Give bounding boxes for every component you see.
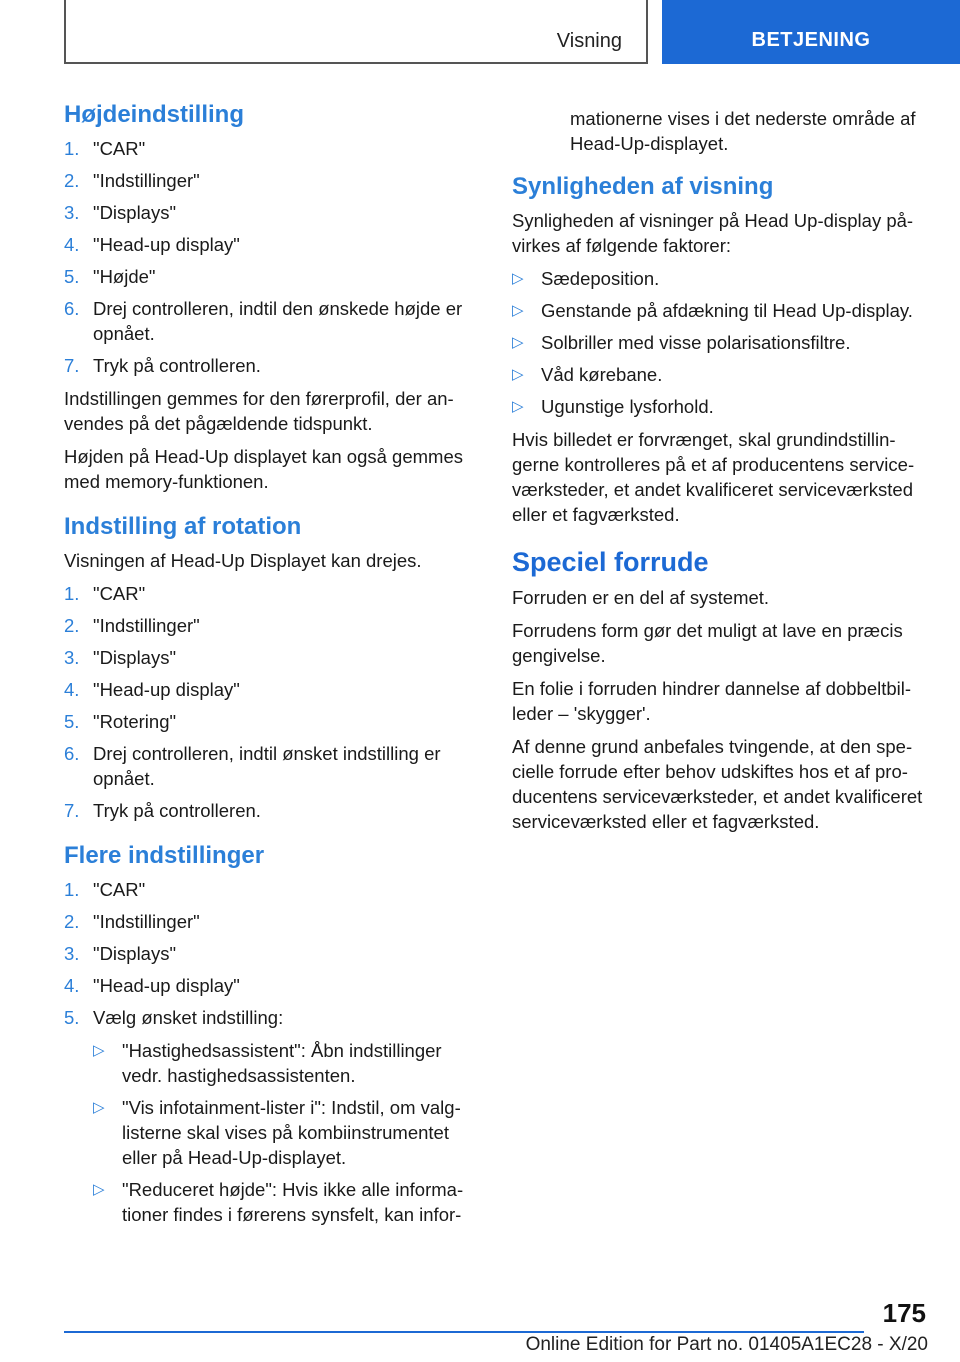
step-number: 6. bbox=[64, 743, 80, 764]
bullet-text: Solbriller med visse polarisationsfiltre. bbox=[541, 332, 851, 353]
continued-bullet bbox=[512, 106, 928, 156]
step-item bbox=[64, 581, 476, 606]
continued-text: mationerne vises i det nederste område af Head-Up-displayet. bbox=[570, 108, 916, 154]
step-number: 7. bbox=[64, 800, 80, 821]
bullet-text: "Hastighedsassistent": Åbn indstillinger vedr. hastighedsassistenten. bbox=[122, 1040, 442, 1086]
footer-rule bbox=[64, 1331, 864, 1333]
step-number: 1. bbox=[64, 879, 80, 900]
step-text: "Indstillinger" bbox=[93, 615, 200, 636]
step-number: 2. bbox=[64, 170, 80, 191]
step-item bbox=[64, 200, 476, 225]
step-item bbox=[64, 168, 476, 193]
bullet-text: Våd kørebane. bbox=[541, 364, 663, 385]
header-box bbox=[64, 0, 648, 64]
step-item bbox=[64, 232, 476, 257]
step-item bbox=[64, 909, 476, 934]
section-title: Visning bbox=[556, 30, 622, 52]
paragraph: Forruden er en del af systemet. bbox=[512, 587, 770, 608]
steps-flere bbox=[64, 877, 476, 1030]
step-number: 5. bbox=[64, 266, 80, 287]
paragraph: Indstillingen gemmes for den førerprofil, der anvendes på det pågældende tidspunkt. bbox=[64, 388, 454, 434]
paragraph: Hvis billedet er forvrænget, skal grundindstillingerne kontrolleres på et af producentens serviceværksteder, et andet kvalificeret serviceværksted eller et fagværksted. bbox=[512, 429, 915, 525]
step-text: "Displays" bbox=[93, 647, 177, 668]
bullet-item bbox=[512, 362, 928, 387]
step-item bbox=[64, 741, 476, 791]
left-column bbox=[64, 100, 476, 1235]
paragraph: Højden på Head-Up displayet kan også gemmes med memory-funktionen. bbox=[64, 446, 463, 492]
step-text: Drej controlleren, indtil ønsket indstilling er opnået. bbox=[93, 743, 441, 789]
paragraph: Forrudens form gør det muligt at lave en præcis gengivelse. bbox=[512, 620, 903, 666]
bullet-item bbox=[93, 1177, 476, 1227]
step-text: "Displays" bbox=[93, 202, 177, 223]
step-item bbox=[64, 798, 476, 823]
step-number: 3. bbox=[64, 943, 80, 964]
step-item bbox=[64, 296, 476, 346]
step-text: "CAR" bbox=[93, 879, 146, 900]
heading-hoejdeindstilling: Højdeindstilling bbox=[64, 101, 244, 128]
step-number: 7. bbox=[64, 355, 80, 376]
bullet-item bbox=[93, 1038, 476, 1088]
bullet-text: Sædeposition. bbox=[541, 268, 660, 289]
bullet-item bbox=[93, 1095, 476, 1170]
bullet-text: "Vis infotainment-lister i": Indstil, om valglisterne skal vises på kombiinstrumentet eller på Head-Up-displayet. bbox=[122, 1097, 461, 1168]
right-column bbox=[512, 106, 928, 842]
triangle-bullet-icon: ▷ bbox=[93, 1042, 105, 1059]
bullet-item bbox=[512, 394, 928, 419]
heading-speciel-forrude: Speciel forrude bbox=[512, 547, 709, 577]
step-text: Tryk på controlleren. bbox=[93, 355, 261, 376]
bullets-synlighed bbox=[512, 266, 928, 419]
triangle-bullet-icon: ▷ bbox=[512, 398, 524, 415]
heading-flere: Flere indstillinger bbox=[64, 842, 265, 869]
paragraph: En folie i forruden hindrer dannelse af dobbeltbilleder – 'skygger'. bbox=[512, 678, 912, 724]
step-number: 3. bbox=[64, 647, 80, 668]
step-item bbox=[64, 264, 476, 289]
step-number: 1. bbox=[64, 138, 80, 159]
step-text: Drej controlleren, indtil den ønskede højde er opnået. bbox=[93, 298, 463, 344]
step-text: "Indstillinger" bbox=[93, 170, 200, 191]
heading-synlighed: Synligheden af visning bbox=[512, 173, 774, 200]
step-text: "Højde" bbox=[93, 266, 156, 287]
chapter-tab: BETJENING bbox=[662, 0, 960, 64]
paragraph: Visningen af Head-Up Displayet kan drejes. bbox=[64, 550, 422, 571]
step-number: 2. bbox=[64, 615, 80, 636]
step-number: 5. bbox=[64, 711, 80, 732]
step-text: "Head-up display" bbox=[93, 234, 240, 255]
triangle-bullet-icon: ▷ bbox=[93, 1181, 105, 1198]
triangle-bullet-icon: ▷ bbox=[512, 270, 524, 287]
heading-rotation: Indstilling af rotation bbox=[64, 513, 302, 540]
step-text: "CAR" bbox=[93, 138, 146, 159]
step-text: "Displays" bbox=[93, 943, 177, 964]
paragraph: Synligheden af visninger på Head Up-display påvirkes af følgende faktorer: bbox=[512, 210, 914, 256]
steps-rotation bbox=[64, 581, 476, 823]
step-text: Tryk på controlleren. bbox=[93, 800, 261, 821]
bullet-text: Ugunstige lysforhold. bbox=[541, 396, 714, 417]
step-item bbox=[64, 613, 476, 638]
step-item bbox=[64, 1005, 476, 1030]
paragraph: Af denne grund anbefales tvingende, at den specielle forrude efter behov udskiftes hos et af producentens serviceværksteder, et andet kvalificeret serviceværksted eller et fagværksted. bbox=[512, 736, 923, 832]
bullet-item bbox=[512, 330, 928, 355]
step-item bbox=[64, 709, 476, 734]
bullet-text: Genstande på afdækning til Head Up-display. bbox=[541, 300, 913, 321]
step-number: 3. bbox=[64, 202, 80, 223]
step-number: 4. bbox=[64, 234, 80, 255]
step-number: 1. bbox=[64, 583, 80, 604]
bullet-text: "Reduceret højde": Hvis ikke alle informationer findes i førerens synsfelt, kan infor- bbox=[122, 1179, 464, 1225]
triangle-bullet-icon: ▷ bbox=[512, 334, 524, 351]
step-number: 4. bbox=[64, 975, 80, 996]
triangle-bullet-icon: ▷ bbox=[512, 366, 524, 383]
step-number: 4. bbox=[64, 679, 80, 700]
step-text: "Indstillinger" bbox=[93, 911, 200, 932]
step-text: "Head-up display" bbox=[93, 679, 240, 700]
steps-hoejde bbox=[64, 136, 476, 378]
step-number: 2. bbox=[64, 911, 80, 932]
footer-text: Online Edition for Part no. 01405A1EC28 - X/20 bbox=[525, 1334, 928, 1355]
step-item bbox=[64, 136, 476, 161]
step-item bbox=[64, 877, 476, 902]
sub-list-wrapper bbox=[64, 1038, 476, 1227]
bullet-item bbox=[512, 266, 928, 291]
step-item bbox=[64, 973, 476, 998]
step-item bbox=[64, 353, 476, 378]
step-item bbox=[64, 645, 476, 670]
step-text: Vælg ønsket indstilling: bbox=[93, 1007, 284, 1028]
step-number: 5. bbox=[64, 1007, 80, 1028]
bullet-item bbox=[512, 298, 928, 323]
step-item bbox=[64, 677, 476, 702]
sub-bullets bbox=[93, 1038, 476, 1227]
triangle-bullet-icon: ▷ bbox=[93, 1099, 105, 1116]
step-text: "Rotering" bbox=[93, 711, 177, 732]
step-text: "Head-up display" bbox=[93, 975, 240, 996]
step-item bbox=[64, 941, 476, 966]
triangle-bullet-icon: ▷ bbox=[512, 302, 524, 319]
page-number: 175 bbox=[882, 1298, 926, 1328]
step-text: "CAR" bbox=[93, 583, 146, 604]
step-number: 6. bbox=[64, 298, 80, 319]
